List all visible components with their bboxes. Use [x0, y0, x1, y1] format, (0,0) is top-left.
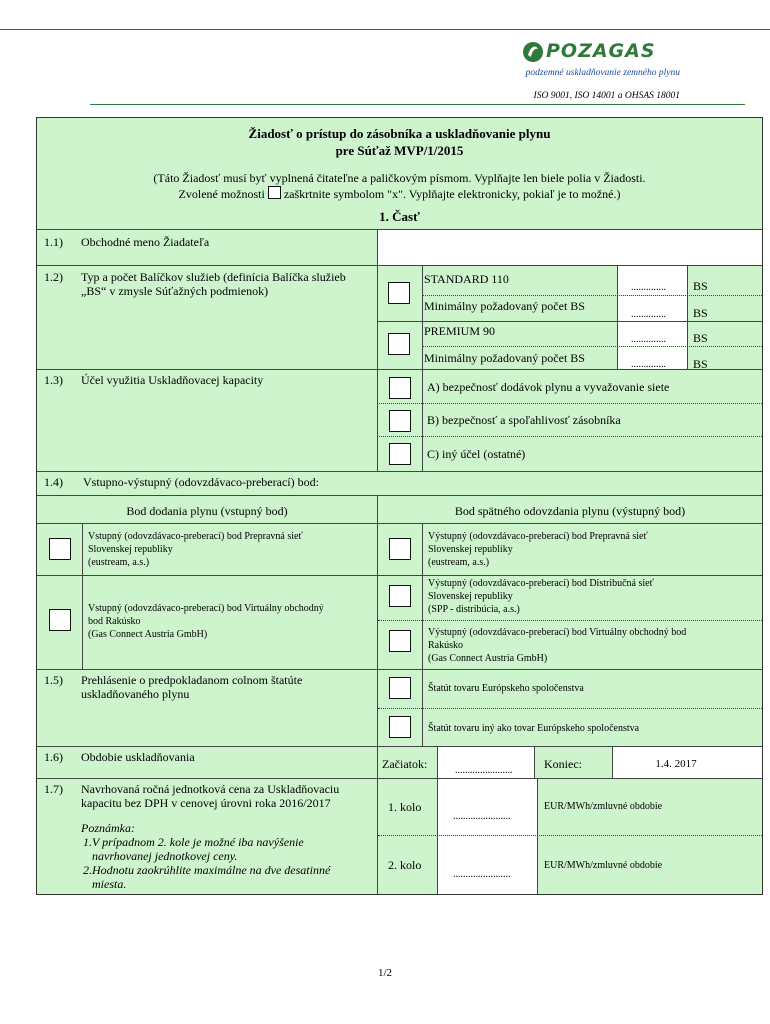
section-1-2-label-line2: „BS“ v zmysle Súťažných podmienok) [81, 284, 269, 298]
entry-vtp-line1: Vstupný (odovzdávaco-preberací) bod Virtuálny obchodný [88, 603, 324, 614]
purpose-c-checkbox[interactable] [389, 443, 411, 465]
exit-vtp-line2: Rakúsko [428, 640, 463, 651]
standard-min-dots: .............. [631, 309, 666, 320]
standard-min-label: Minimálny požadovaný počet BS [424, 299, 585, 313]
round-2-unit: EUR/MWh/zmluvné obdobie [544, 860, 663, 871]
customs-non-eu-label: Štatút tovaru iný ako tovar Európskeho spoločenstva [428, 723, 640, 734]
section-1-2-label-line1: Typ a počet Balíčkov služieb (definícia Balíčka služieb [81, 270, 346, 284]
round-2-price-field[interactable] [438, 836, 537, 894]
section-1-4-number: 1.4) [44, 475, 63, 489]
customs-eu-checkbox[interactable] [389, 677, 411, 699]
section-1-1-label: Obchodné meno Žiadateľa [81, 235, 210, 249]
section-1-5-label-line2: uskladňovaného plynu [81, 687, 190, 701]
bs-unit-2: BS [693, 306, 708, 320]
round-1-price-field[interactable] [438, 779, 537, 835]
application-form [36, 117, 763, 895]
customs-eu-label: Štatút tovaru Európskeho spoločenstva [428, 683, 584, 694]
exit-vtp-austria-label [428, 626, 686, 665]
header-divider [90, 104, 745, 105]
price-note-line4: miesta. [92, 877, 127, 891]
price-note [81, 821, 330, 891]
exit-eustream-checkbox[interactable] [389, 538, 411, 560]
iso-certifications: ISO 9001, ISO 14001 a OHSAS 18001 [533, 91, 680, 101]
entry-vtp-austria-label [88, 602, 324, 641]
customs-non-eu-checkbox[interactable] [389, 716, 411, 738]
section-1-2-number: 1.2) [44, 270, 63, 284]
purpose-a-label: A) bezpečnosť dodávok plynu a vyvažovanie siete [427, 380, 670, 394]
bs-unit-4: BS [693, 357, 708, 371]
exit-spp-line1: Výstupný (odovzdávaco-preberací) bod Distribučná sieť [428, 578, 654, 589]
exit-spp-label [428, 577, 654, 616]
period-start-dots: ....................... [455, 765, 513, 776]
round-2-dots: ....................... [453, 869, 511, 880]
part-heading: 1. Časť [379, 209, 420, 224]
premium-label: PREMIUM 90 [424, 324, 496, 338]
premium-count-dots: .............. [631, 334, 666, 345]
premium-min-dots: .............. [631, 359, 666, 370]
price-note-line1: 1.V prípadnom 2. kole je možné iba navýšenie [83, 835, 304, 849]
period-end-value: 1.4. 2017 [655, 758, 697, 770]
round-1-label: 1. kolo [388, 800, 422, 814]
section-1-1-number: 1.1) [44, 235, 63, 249]
period-end-label: Koniec: [544, 757, 582, 771]
page-number: 1/2 [377, 967, 393, 979]
premium-checkbox[interactable] [388, 333, 410, 355]
purpose-b-checkbox[interactable] [389, 410, 411, 432]
section-1-6-number: 1.6) [44, 750, 63, 764]
entry-eustream-line1: Vstupný (odovzdávaco-preberací) bod Prepravná sieť [88, 531, 303, 542]
premium-min-label: Minimálny požadovaný počet BS [424, 351, 585, 365]
purpose-c-label: C) iný účel (ostatné) [427, 447, 526, 461]
standard-label: STANDARD 110 [424, 272, 509, 286]
section-1-6-label: Obdobie uskladňovania [81, 750, 195, 764]
company-logo [522, 40, 682, 66]
standard-count-dots: .............. [631, 282, 666, 293]
logo-wordmark: POZAGAS [546, 40, 656, 62]
entry-eustream-checkbox[interactable] [49, 538, 71, 560]
purpose-b-label: B) bezpečnosť a spoľahlivosť zásobníka [427, 413, 621, 427]
section-1-4-label: Vstupno-výstupný (odovzdávaco-preberací) bod: [83, 475, 319, 489]
section-1-7-label-line1: Navrhovaná ročná jednotková cena za Uskladňovaciu [81, 782, 340, 796]
section-1-3-number: 1.3) [44, 373, 63, 387]
entry-eustream-label [88, 530, 303, 569]
exit-spp-checkbox[interactable] [389, 585, 411, 607]
instructions-line2 [37, 186, 762, 202]
exit-spp-line3: (SPP - distribúcia, a.s.) [428, 604, 520, 615]
purpose-a-checkbox[interactable] [389, 377, 411, 399]
entry-vtp-austria-checkbox[interactable] [49, 609, 71, 631]
form-title: Žiadosť o prístup do zásobníka a uskladňovanie plynu [248, 126, 551, 141]
exit-eustream-line3: (eustream, a.s.) [428, 557, 490, 568]
bs-unit-3: BS [693, 331, 708, 345]
price-note-line2: navrhovanej jednotkovej ceny. [92, 849, 238, 863]
exit-spp-line2: Slovenskej republiky [428, 591, 513, 602]
sample-checkbox-icon [268, 186, 281, 199]
standard-checkbox[interactable] [388, 282, 410, 304]
period-start-label: Začiatok: [382, 757, 428, 771]
section-1-7-label-line2: kapacitu bez DPH v cenovej úrovni roka 2016/2017 [81, 796, 331, 810]
exit-vtp-line3: (Gas Connect Austria GmbH) [428, 653, 548, 664]
exit-eustream-label [428, 530, 648, 569]
applicant-name-field[interactable] [378, 230, 762, 265]
price-note-title: Poznámka: [81, 821, 135, 835]
top-rule [0, 29, 770, 30]
form-subtitle: pre Súťaž MVP/1/2015 [335, 143, 464, 158]
entry-eustream-line3: (eustream, a.s.) [88, 557, 150, 568]
round-1-dots: ....................... [453, 811, 511, 822]
section-1-7-number: 1.7) [44, 782, 63, 796]
section-1-3-label: Účel využitia Uskladňovacej kapacity [81, 373, 264, 387]
section-1-5-number: 1.5) [44, 673, 63, 687]
entry-point-heading: Bod dodania plynu (vstupný bod) [126, 504, 288, 518]
section-1-5-label-line1: Prehlásenie o predpokladanom colnom štatúte [81, 673, 303, 687]
exit-vtp-austria-checkbox[interactable] [389, 630, 411, 652]
instructions-line2-end: zaškrtnite symbolom "x". Vyplňajte elektronicky, pokiaľ je to možné.) [283, 187, 621, 201]
exit-vtp-line1: Výstupný (odovzdávaco-preberací) bod Virtuálny obchodný bod [428, 627, 687, 638]
logo-mark-icon [522, 41, 544, 63]
instructions-line1: (Táto Žiadosť musí byť vyplnená čitateľne a paličkovým písmom. Vyplňajte len biele polia v Žiadosti. [153, 171, 646, 185]
round-2-label: 2. kolo [388, 858, 422, 872]
bs-unit-1: BS [693, 279, 708, 293]
entry-eustream-line2: Slovenskej republiky [88, 544, 173, 555]
instructions-line2-start: Zvolené možnosti [178, 187, 265, 201]
round-1-unit: EUR/MWh/zmluvné obdobie [544, 801, 663, 812]
price-note-line3: 2.Hodnotu zaokrúhlite maximálne na dve desatinné [83, 863, 331, 877]
entry-vtp-line2: bod Rakúsko [88, 616, 141, 627]
exit-eustream-line2: Slovenskej republiky [428, 544, 513, 555]
company-tagline: podzemné uskladňovanie zemného plynu [525, 68, 680, 78]
exit-point-heading: Bod spätného odovzdania plynu (výstupný bod) [454, 504, 686, 518]
entry-vtp-line3: (Gas Connect Austria GmbH) [88, 629, 208, 640]
exit-eustream-line1: Výstupný (odovzdávaco-preberací) bod Prepravná sieť [428, 531, 648, 542]
